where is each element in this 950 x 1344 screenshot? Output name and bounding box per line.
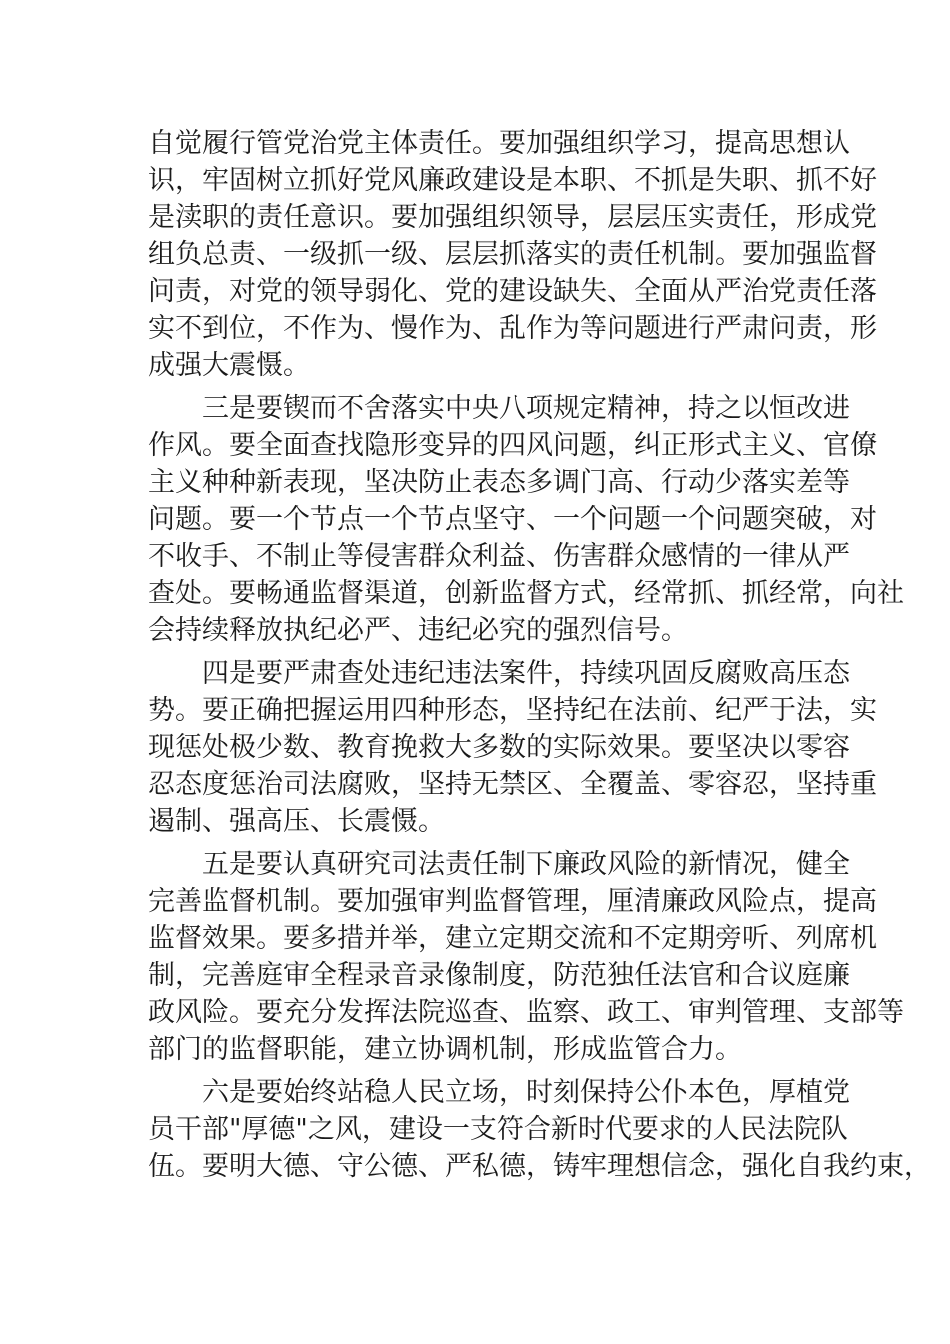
paragraph-first-line: 三是要锲而不舍落实中央八项规定精神，持之以恒改进 [202, 393, 850, 424]
text-line: 完善监督机制。要加强审判监督管理，厘清廉政风险点，提高 [148, 886, 877, 917]
text-line: 识，牢固树立抓好党风廉政建设是本职、不抓是失职、抓不好 [148, 165, 877, 196]
paragraph-first-line: 六是要始终站稳人民立场，时刻保持公仆本色，厚植党 [202, 1077, 850, 1108]
text-line: 监督效果。要多措并举，建立定期交流和不定期旁听、列席机 [148, 923, 877, 954]
text-line: 政风险。要充分发挥法院巡查、监察、政工、审判管理、支部等 [148, 997, 904, 1028]
text-line: 作风。要全面查找隐形变异的四风问题，纠正形式主义、官僚 [148, 430, 877, 461]
text-line: 部门的监督职能，建立协调机制，形成监管合力。 [148, 1034, 742, 1065]
text-line: 问题。要一个节点一个节点坚守、一个问题一个问题突破，对 [148, 504, 877, 535]
text-line: 会持续释放执纪必严、违纪必究的强烈信号。 [148, 615, 688, 646]
text-line: 问责，对党的领导弱化、党的建设缺失、全面从严治党责任落 [148, 276, 877, 307]
paragraph-first-line: 五是要认真研究司法责任制下廉政风险的新情况，健全 [202, 849, 850, 880]
text-line: 查处。要畅通监督渠道，创新监督方式，经常抓、抓经常，向社 [148, 578, 904, 609]
text-line: 实不到位，不作为、慢作为、乱作为等问题进行严肃问责，形 [148, 313, 877, 344]
text-line: 制，完善庭审全程录音录像制度，防范独任法官和合议庭廉 [148, 960, 850, 991]
text-line: 遏制、强高压、长震慑。 [148, 806, 445, 837]
text-line: 成强大震慑。 [148, 350, 310, 381]
text-line: 自觉履行管党治党主体责任。要加强组织学习，提高思想认 [148, 128, 850, 159]
text-line: 现惩处极少数、教育挽救大多数的实际效果。要坚决以零容 [148, 732, 850, 763]
text-line: 主义种种新表现，坚决防止表态多调门高、行动少落实差等 [148, 467, 850, 498]
text-line: 忍态度惩治司法腐败，坚持无禁区、全覆盖、零容忍，坚持重 [148, 769, 877, 800]
paragraph-first-line: 四是要严肃查处违纪违法案件，持续巩固反腐败高压态 [202, 658, 850, 689]
text-line: 势。要正确把握运用四种形态，坚持纪在法前、纪严于法，实 [148, 695, 877, 726]
text-line: 组负总责、一级抓一级、层层抓落实的责任机制。要加强监督 [148, 239, 877, 270]
text-line: 不收手、不制止等侵害群众利益、伤害群众感情的一律从严 [148, 541, 850, 572]
text-line: 员干部"厚德"之风，建设一支符合新时代要求的人民法院队 [148, 1114, 848, 1145]
text-line: 伍。要明大德、守公德、严私德，铸牢理想信念，强化自我约束， [148, 1151, 931, 1182]
text-line: 是渎职的责任意识。要加强组织领导，层层压实责任，形成党 [148, 202, 877, 233]
